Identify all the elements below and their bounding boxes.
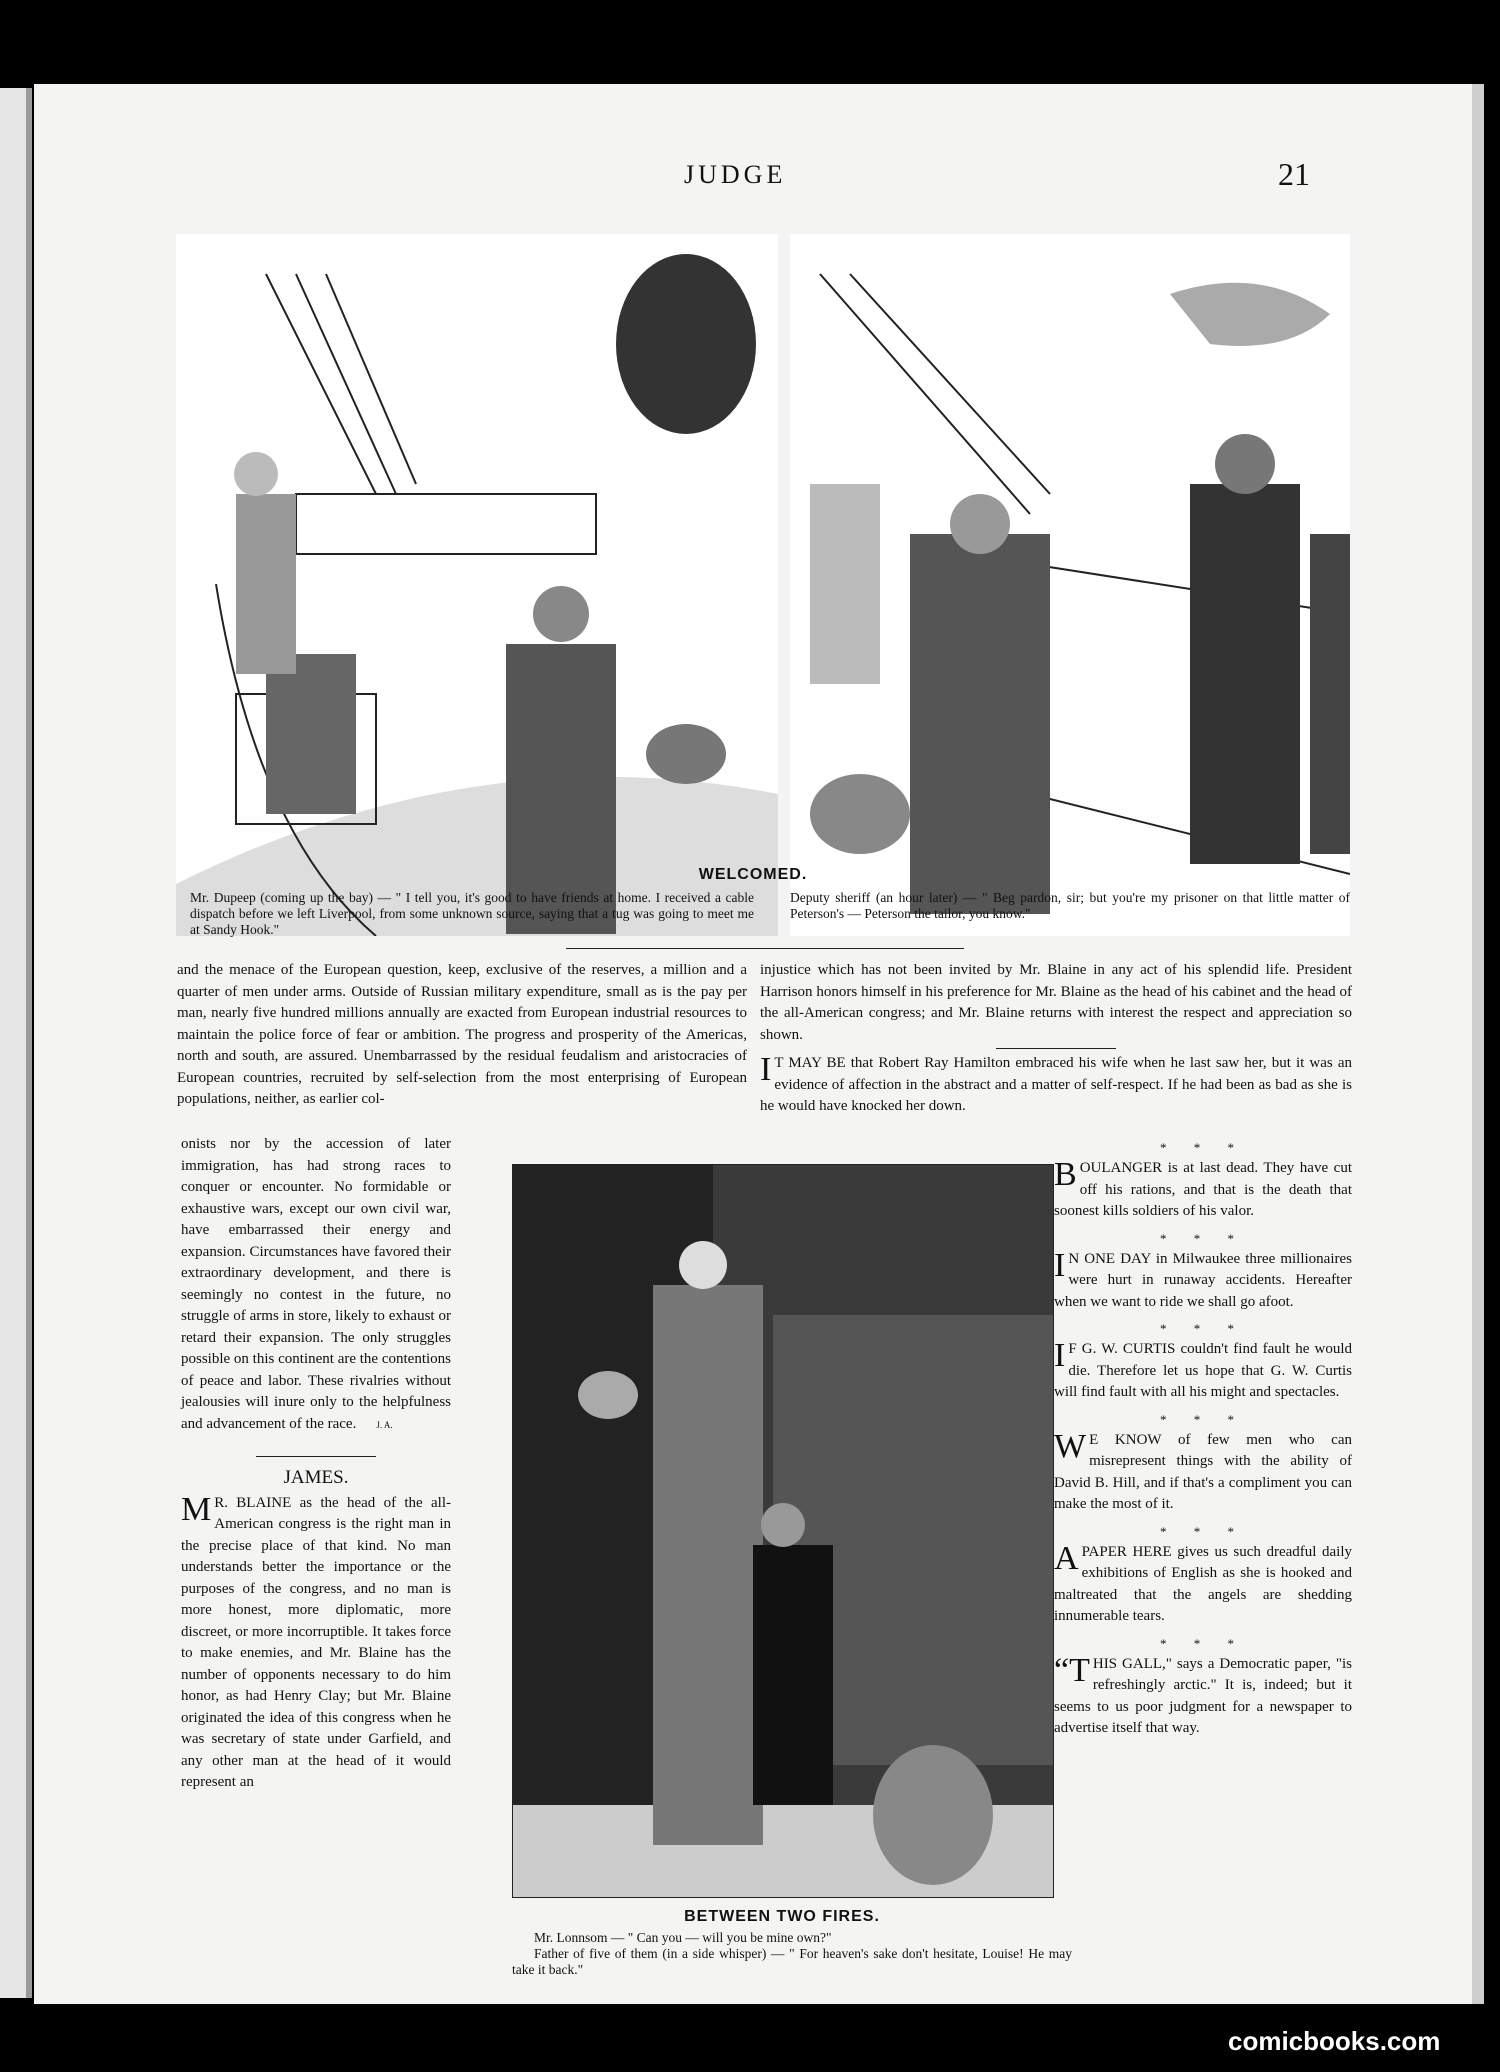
magazine-page [34, 84, 1472, 2004]
item-english [1054, 1539, 1352, 1628]
item-dropcap: B [1054, 1156, 1077, 1193]
item-gall [1054, 1651, 1352, 1740]
james-dropcap: M [181, 1490, 212, 1528]
item-text: F G. W. CURTIS couldn't find fault he would die. Therefore let us hope that G. W. Curtis will find fault with all his might and spectacles. [1054, 1341, 1352, 1400]
hamilton-dropcap: I [760, 1051, 772, 1088]
article-blaine-continued [760, 960, 1352, 1118]
stars-separator: * * * [1160, 1523, 1246, 1539]
page-number: 21 [1278, 156, 1310, 192]
item-divider [996, 1048, 1116, 1049]
paragraphs-column [1054, 1138, 1352, 1740]
author-signature: J. A. [376, 1419, 393, 1430]
welcomed-cartoon-right-panel [790, 234, 1350, 936]
right-page-edge [1472, 84, 1484, 2004]
blaine-continued-text: injustice which has not been invited by Mr. Blaine in any act of his splendid life. President Harrison honors himself in his preference for Mr. Blaine as the head of his cabinet and the head of the all-American congress; and Mr. Blaine returns with interest the respect and appreciation so shown. [760, 962, 1352, 1043]
stars-separator: * * * [1160, 1411, 1246, 1427]
page-gutter-shadow [26, 88, 32, 1998]
article-text-narrow [181, 1134, 451, 1436]
item-dropcap: I [1054, 1246, 1066, 1284]
caption-dupeep: Mr. Dupeep (coming up the bay) — " I tell you, it's good to have friends at home. I received a cable dispatch before we left Liverpool, from some unknown source, saying that a tug was going to meet me at Sandy Hook." [190, 890, 754, 937]
between-two-fires-illustration [512, 1164, 1054, 1898]
article-european-question [177, 960, 747, 1111]
proposal-scene-illustration [513, 1165, 1053, 1897]
item-david-hill [1054, 1427, 1352, 1516]
item-dropcap: I [1054, 1337, 1066, 1374]
stars-separator: * * * [1160, 1635, 1246, 1651]
hamilton-text: T MAY BE that Robert Ray Hamilton embraced his wife when he last saw her, but it was an evidence of affection in the abstract and a matter of self-respect. If he had been as bad as she is he would have knocked her down. [760, 1055, 1352, 1114]
stars-separator: * * * [1160, 1230, 1246, 1246]
cartoon-title-welcomed: WELCOMED. [698, 866, 808, 883]
item-text: PAPER HERE gives us such dreadful daily exhibitions of English as she is hooked and maltreated that the angels are shedding innumerable tears. [1054, 1543, 1352, 1624]
left-page-edge [0, 88, 26, 1998]
welcomed-cartoon-left-panel [176, 234, 778, 936]
caption-deputy-sheriff: Deputy sheriff (an hour later) — " Beg pardon, sir; but you're my prisoner on that little matter of Peterson's — Peterson the tailor, you know." [790, 890, 1350, 921]
item-text: HIS GALL," says a Democratic paper, "is refreshingly arctic." It is, indeed; but it seems to us poor judgment for a newspaper to advertise itself that way. [1054, 1655, 1352, 1736]
article-divider [256, 1456, 376, 1457]
ship-deck-illustration-right [790, 234, 1350, 936]
caption-lonnsom: Mr. Lonnsom — " Can you — will you be mine own?" [534, 1930, 832, 1945]
james-text: R. BLAINE as the head of the all-American congress is the right man in the precise place of that kind. No man understands better the importance or the purposes of the congress, and no man is more honest, more diplomatic, more discreet, or more incorruptible. It takes force to make enemies, and Mr. Blaine has the number of opponents necessary to do him honor, as had Henry Clay; but Mr. Blaine originated the idea of this congress when he was secretary of state under Garfield, and any other man at the head of it would represent an [181, 1494, 451, 1790]
ship-deck-illustration-left [176, 234, 778, 936]
stars-separator: * * * [1160, 1321, 1246, 1336]
masthead [34, 156, 1472, 200]
james-article [181, 1490, 451, 1794]
item-milwaukee [1054, 1246, 1352, 1314]
item-boulanger [1054, 1158, 1352, 1223]
item-dropcap: W [1054, 1427, 1087, 1465]
article-text-wide: and the menace of the European question, keep, exclusive of the reserves, a million and a quarter of men under arms. Outside of Russian military expenditure, small as is the pay per man, nearly five hundred millions annually are exacted from European industrial resources to maintain the police force of fear or ambition. The progress and prosperity of the Americas, north and south, are assured. Unembarrassed by the residual feudalism and aristocracies of European countries, recruited by self-selection from the most enterprising of European populations, neither, as earlier col- [177, 962, 747, 1107]
article-continuation [181, 1134, 451, 1794]
james-header: JAMES. [283, 1467, 349, 1488]
item-dropcap: A [1054, 1539, 1079, 1577]
item-curtis [1054, 1339, 1352, 1404]
hamilton-item [760, 1053, 1352, 1118]
section-divider [566, 948, 964, 949]
item-text: N ONE DAY in Milwaukee three millionaires were hurt in runaway accidents. Hereafter when we want to ride we shall go afoot. [1054, 1250, 1352, 1310]
item-dropcap: “T [1054, 1651, 1090, 1689]
publication-title: JUDGE [684, 160, 787, 189]
article-text-body: onists nor by the accession of later immigration, has had strong races to conquer or encounter. No formidable or exhaustive wars, except our own civil war, have embarrassed their energy and expansion. Circumstances have favored their extraordinary development, and there is seemingly no contest in the future, no struggle of arms in store, likely to exhaust or retard their expansion. The only struggles possible on this continent are the contentions of peace and labor. These rivalries without jealousies will inure only to the helpfulness and advancement of the race. [181, 1136, 451, 1432]
cartoon-title-between-two-fires: BETWEEN TWO FIRES. [684, 1908, 880, 1925]
item-text: E KNOW of few men who can misrepresent things with the ability of David B. Hill, and if that's a compliment you can make the most of it. [1054, 1431, 1352, 1512]
item-text: OULANGER is at last dead. They have cut off his rations, and that is the death that soonest kills soldiers of his valor. [1054, 1160, 1352, 1219]
stars-separator: * * * [1160, 1140, 1246, 1155]
site-watermark: comicbooks.com [1228, 2026, 1441, 2056]
caption-father: Father of five of them (in a side whisper) — " For heaven's sake don't hesitate, Louise! He may take it back." [512, 1946, 1072, 1977]
